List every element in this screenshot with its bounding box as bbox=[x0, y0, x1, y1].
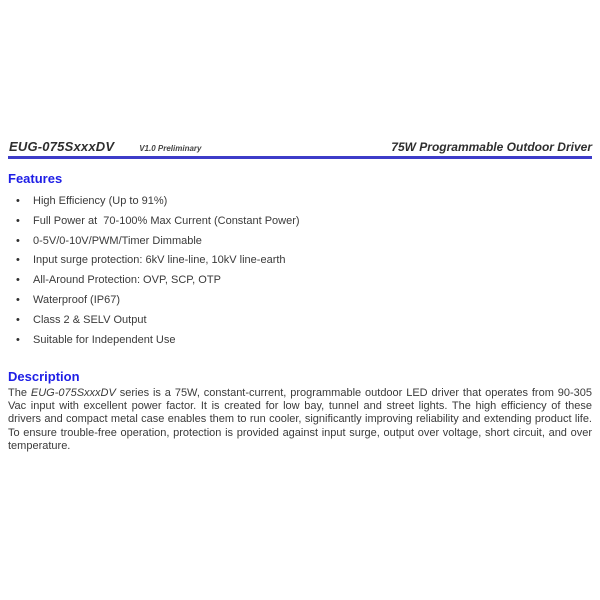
features-section bbox=[8, 171, 592, 353]
list-item bbox=[8, 274, 592, 287]
list-item bbox=[8, 215, 592, 228]
feature-text: 0-5V/0-10V/PWM/Timer Dimmable bbox=[33, 234, 202, 247]
feature-text: Full Power at 70-100% Max Current (Constant Power) bbox=[33, 214, 300, 227]
bullet-icon: • bbox=[16, 195, 20, 207]
list-item bbox=[8, 314, 592, 327]
bullet-icon: • bbox=[16, 293, 20, 306]
list-item bbox=[8, 195, 592, 208]
list-item bbox=[8, 254, 592, 267]
description-paragraph bbox=[8, 387, 592, 453]
document-title: 75W Programmable Outdoor Driver bbox=[391, 140, 592, 154]
description-section bbox=[8, 369, 592, 453]
bullet-icon: • bbox=[16, 274, 20, 287]
feature-text: Suitable for Independent Use bbox=[33, 333, 176, 346]
description-heading: Description bbox=[8, 369, 80, 384]
features-list bbox=[8, 195, 592, 347]
features-heading: Features bbox=[8, 171, 63, 186]
description-model-name: EUG-075SxxxDV bbox=[30, 387, 116, 399]
document-header bbox=[9, 139, 592, 154]
feature-text: High Efficiency (Up to 91%) bbox=[33, 195, 168, 207]
bullet-icon: • bbox=[16, 333, 20, 346]
description-text-before: The bbox=[8, 387, 31, 399]
bullet-icon: • bbox=[16, 234, 20, 247]
list-item bbox=[8, 334, 592, 347]
feature-text: Input surge protection: 6kV line-line, 10kV line-earth bbox=[33, 254, 286, 267]
feature-text: Class 2 & SELV Output bbox=[33, 313, 147, 326]
version-label: V1.0 Preliminary bbox=[139, 144, 202, 153]
description-text-after: series is a 75W, constant-current, programmable outdoor LED driver that operates from 90-305 Vac input with excellent power factor. It is created for low bay, tunnel and street lights. The high efficiency of these drivers and compact metal case enables them to run cooler, significantly improving reliability and extending product life. To ensure trouble-free operation, protection is provided against input surge, output over voltage, short circuit, and over temperature. bbox=[8, 387, 593, 452]
feature-text: Waterproof (IP67) bbox=[33, 293, 121, 306]
model-name: EUG-075SxxxDV bbox=[9, 139, 115, 154]
list-item bbox=[8, 235, 592, 248]
bullet-icon: • bbox=[16, 254, 20, 267]
bullet-icon: • bbox=[16, 214, 20, 227]
header-divider-rule bbox=[8, 156, 592, 159]
feature-text: All-Around Protection: OVP, SCP, OTP bbox=[33, 274, 221, 287]
list-item bbox=[8, 294, 592, 307]
bullet-icon: • bbox=[16, 313, 20, 326]
